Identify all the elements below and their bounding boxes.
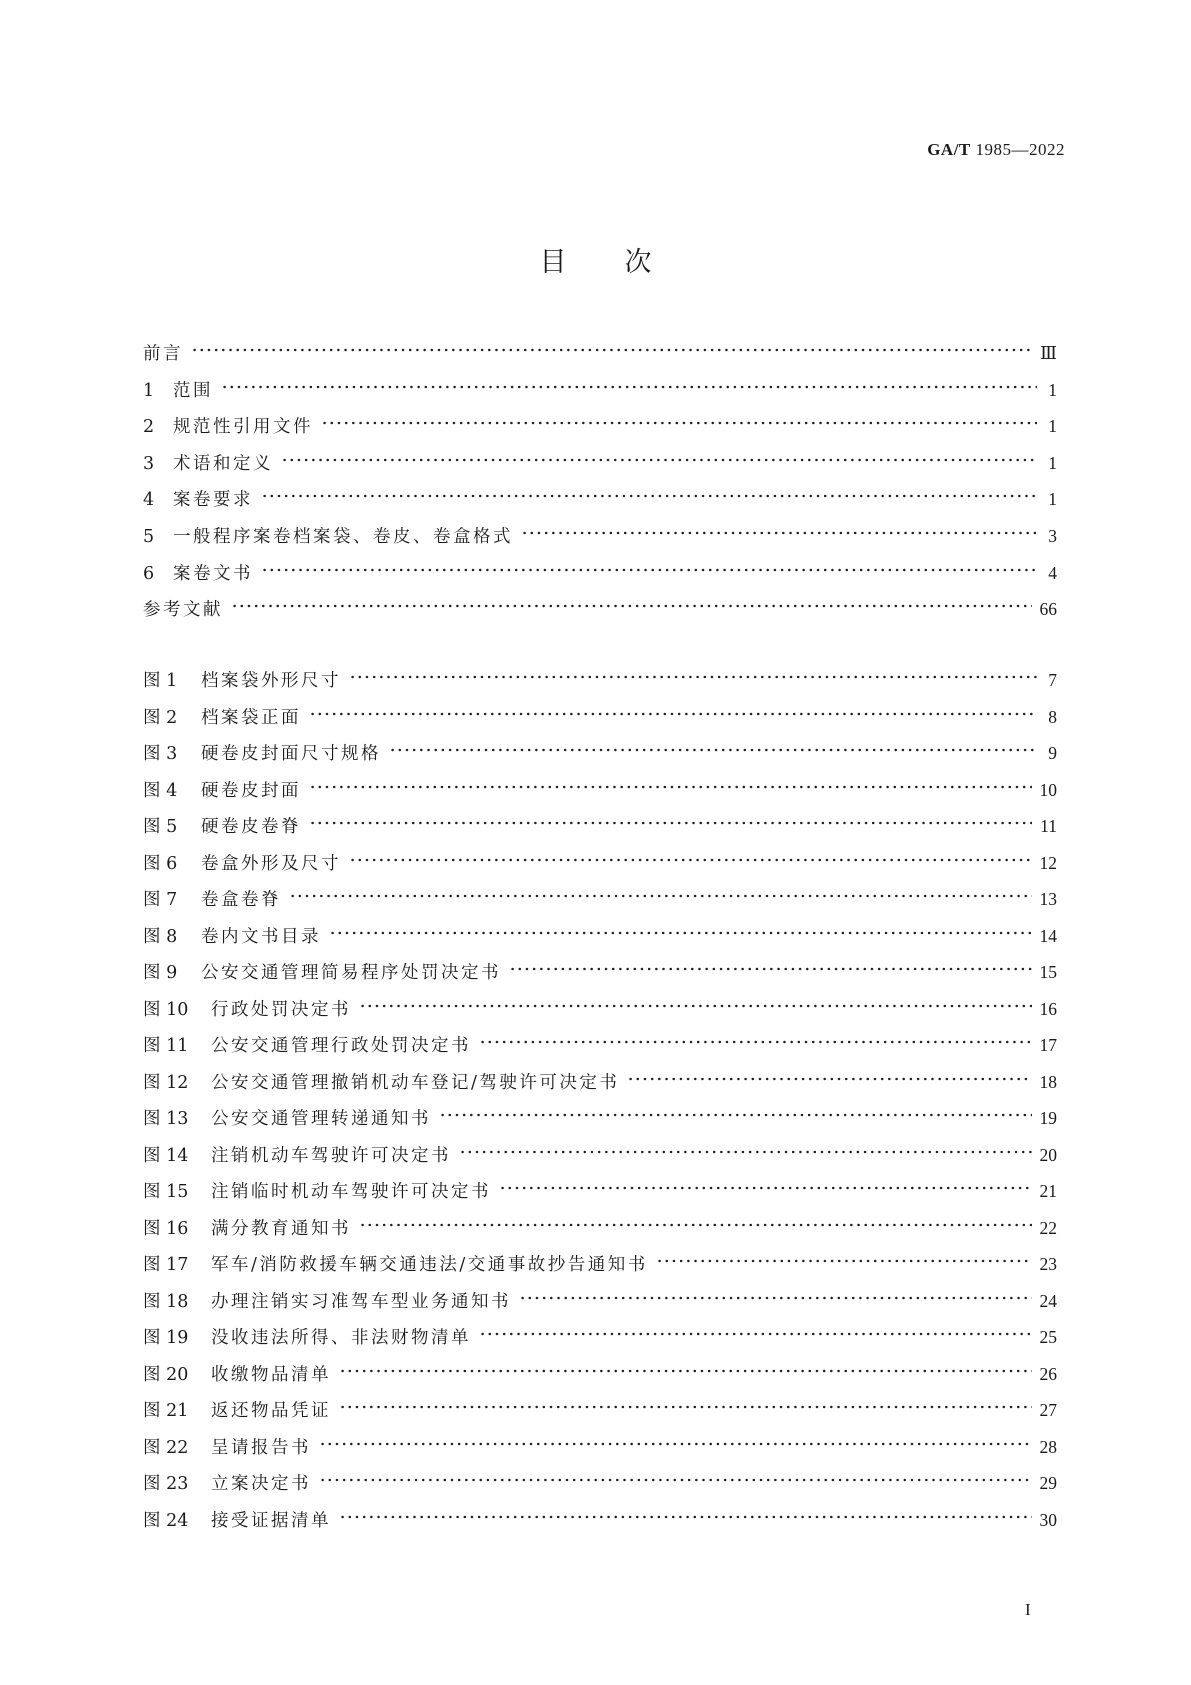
figure-number: 图 4 [143, 780, 178, 801]
dot-leader [359, 1001, 1032, 1011]
dot-leader [479, 1037, 1032, 1047]
dot-leader [519, 1293, 1032, 1303]
figure-number: 图 2 [143, 707, 178, 728]
dot-leader [339, 1402, 1032, 1412]
figure-number: 图 11 [143, 1036, 189, 1056]
toc-figure-entry[interactable] [143, 1324, 1057, 1361]
entry-page-number: 21 [1039, 1181, 1057, 1201]
figure-number: 图 14 [143, 1145, 189, 1166]
entry-page-number: 11 [1040, 816, 1057, 836]
toc-figure-entry[interactable] [143, 1470, 1057, 1507]
entry-page-number: Ⅲ [1040, 343, 1057, 363]
figure-number: 图 1 [143, 671, 178, 691]
figure-number: 图 16 [143, 1218, 189, 1239]
toc-figure-entry[interactable] [143, 1105, 1057, 1142]
entry-label: 一般程序案卷档案袋、卷皮、卷盒格式 [173, 526, 513, 547]
figure-number: 图 3 [143, 744, 178, 764]
entry-page-number: 1 [1048, 452, 1057, 473]
figure-number: 图 13 [143, 1109, 189, 1129]
figure-number: 图 7 [143, 890, 178, 910]
dot-leader [309, 818, 1032, 828]
toc-figure-entry[interactable] [143, 1251, 1057, 1288]
dot-leader [459, 1147, 1032, 1157]
section-number: 2 [143, 417, 155, 438]
toc-entry[interactable] [143, 596, 1057, 633]
dot-leader [499, 1183, 1032, 1193]
entry-page-number: 18 [1039, 1071, 1057, 1092]
entry-label: 案卷要求 [173, 490, 253, 511]
toc-figure-entry[interactable] [143, 667, 1057, 704]
dot-leader [509, 964, 1032, 974]
dot-leader [191, 345, 1032, 355]
toc-entry[interactable] [143, 377, 1057, 414]
toc-figure-entry[interactable] [143, 1397, 1057, 1434]
entry-page-number: 30 [1039, 1509, 1057, 1530]
section-number: 3 [143, 453, 155, 474]
dot-leader [627, 1074, 1031, 1084]
entry-label: 注销机动车驾驶许可决定书 [211, 1145, 451, 1166]
dot-leader [261, 565, 1037, 575]
entry-page-number: 10 [1039, 779, 1057, 800]
entry-page-number: 28 [1039, 1436, 1057, 1457]
section-number: 4 [143, 490, 155, 511]
entry-page-number: 19 [1039, 1108, 1057, 1128]
entry-page-number: 29 [1039, 1473, 1057, 1493]
entry-page-number: 9 [1048, 743, 1057, 763]
entry-page-number: 4 [1048, 562, 1057, 583]
dot-leader [281, 455, 1037, 465]
entry-label: 军车/消防救援车辆交通违法/交通事故抄告通知书 [211, 1255, 648, 1275]
dot-leader [349, 672, 1037, 682]
toc-figure-list [143, 667, 1057, 1543]
dot-leader [521, 528, 1037, 538]
dot-leader [389, 745, 1037, 755]
toc-figure-entry[interactable] [143, 886, 1057, 923]
toc-figure-entry[interactable] [143, 813, 1057, 850]
toc-figure-entry[interactable] [143, 1361, 1057, 1398]
toc-entry[interactable] [143, 340, 1057, 377]
entry-label: 规范性引用文件 [173, 417, 313, 438]
toc-entry[interactable] [143, 560, 1057, 597]
dot-leader [319, 1475, 1032, 1485]
entry-label: 返还物品凭证 [211, 1401, 331, 1421]
page-title: 目次 [539, 247, 710, 278]
entry-page-number: 13 [1039, 889, 1057, 909]
figure-number: 图 8 [143, 926, 178, 947]
dot-leader [339, 1512, 1032, 1522]
entry-label: 行政处罚决定书 [211, 999, 351, 1020]
entry-label: 硬卷皮封面 [201, 780, 301, 801]
entry-label: 前言 [143, 344, 183, 364]
entry-page-number: 1 [1048, 416, 1057, 437]
toc-entry[interactable] [143, 413, 1057, 450]
toc-figure-entry[interactable] [143, 1434, 1057, 1471]
entry-label: 范围 [173, 380, 213, 401]
dot-leader [221, 382, 1037, 392]
toc-figure-entry[interactable] [143, 1178, 1057, 1215]
dot-leader [231, 601, 1032, 611]
toc-entry[interactable] [143, 450, 1057, 487]
toc-figure-entry[interactable] [143, 923, 1057, 960]
entry-page-number: 23 [1039, 1254, 1057, 1274]
figure-number: 图 10 [143, 999, 189, 1020]
entry-label: 办理注销实习准驾车型业务通知书 [211, 1291, 511, 1312]
figure-number: 图 23 [143, 1474, 189, 1494]
entry-label: 没收违法所得、非法财物清单 [211, 1328, 471, 1348]
entry-page-number: 16 [1039, 998, 1057, 1019]
toc-figure-entry[interactable] [143, 959, 1057, 996]
entry-page-number: 3 [1048, 525, 1057, 546]
entry-label: 公安交通管理行政处罚决定书 [211, 1036, 471, 1056]
entry-label: 参考文献 [143, 600, 223, 621]
entry-label: 卷盒卷脊 [201, 890, 281, 910]
dot-leader [479, 1329, 1032, 1339]
section-number: 1 [143, 380, 155, 401]
figure-number: 图 15 [143, 1182, 189, 1202]
entry-label: 术语和定义 [173, 453, 273, 474]
dot-leader [329, 928, 1032, 938]
toc-figure-entry[interactable] [143, 1069, 1057, 1106]
entry-page-number: 26 [1039, 1363, 1057, 1384]
figure-number: 图 5 [143, 817, 178, 837]
entry-page-number: 17 [1039, 1035, 1057, 1055]
entry-page-number: 22 [1039, 1217, 1057, 1238]
entry-page-number: 7 [1048, 670, 1057, 690]
entry-label: 硬卷皮卷脊 [201, 817, 301, 837]
figure-number: 图 18 [143, 1291, 189, 1312]
entry-label: 档案袋外形尺寸 [201, 671, 341, 691]
toc-figure-entry[interactable] [143, 1142, 1057, 1179]
figure-number: 图 22 [143, 1437, 189, 1458]
section-number: 6 [143, 563, 155, 584]
dot-leader [319, 1439, 1032, 1449]
toc-main-list [143, 340, 1057, 633]
section-number: 5 [143, 526, 155, 547]
figure-number: 图 17 [143, 1255, 189, 1275]
dot-leader [309, 709, 1037, 719]
dot-leader [261, 491, 1037, 501]
figure-number: 图 6 [143, 853, 178, 874]
entry-label: 案卷文书 [173, 563, 253, 584]
entry-page-number: 15 [1039, 962, 1057, 982]
figure-number: 图 19 [143, 1328, 189, 1348]
entry-label: 卷盒外形及尺寸 [201, 853, 341, 874]
entry-page-number: 27 [1039, 1400, 1057, 1420]
figure-number: 图 20 [143, 1364, 189, 1385]
figure-number: 图 21 [143, 1401, 189, 1421]
entry-page-number: 20 [1039, 1144, 1057, 1165]
entry-page-number: 25 [1039, 1327, 1057, 1347]
entry-label: 硬卷皮封面尺寸规格 [201, 744, 381, 764]
entry-label: 立案决定书 [211, 1474, 311, 1494]
entry-label: 收缴物品清单 [211, 1364, 331, 1385]
toc-figure-entry[interactable] [143, 850, 1057, 887]
entry-label: 接受证据清单 [211, 1510, 331, 1531]
toc-figure-entry[interactable] [143, 1288, 1057, 1325]
toc-figure-entry[interactable] [143, 996, 1057, 1033]
toc-figure-entry[interactable] [143, 1032, 1057, 1069]
figure-number: 图 24 [143, 1510, 189, 1531]
entry-label: 注销临时机动车驾驶许可决定书 [211, 1182, 491, 1202]
toc-figure-entry[interactable] [143, 1215, 1057, 1252]
entry-page-number: 66 [1039, 599, 1057, 620]
entry-page-number: 1 [1048, 379, 1057, 400]
entry-label: 呈请报告书 [211, 1437, 311, 1458]
dot-leader [321, 418, 1037, 428]
footer-page-number: I [1025, 1600, 1031, 1619]
dot-leader [349, 855, 1032, 865]
dot-leader [289, 891, 1032, 901]
entry-label: 满分教育通知书 [211, 1218, 351, 1239]
toc-figure-entry[interactable] [143, 704, 1057, 741]
dot-leader [309, 782, 1032, 792]
dot-leader [339, 1366, 1032, 1376]
toc-entry[interactable] [143, 523, 1057, 560]
toc-figure-entry[interactable] [143, 740, 1057, 777]
entry-label: 公安交通管理简易程序处罚决定书 [201, 963, 501, 983]
dot-leader [439, 1110, 1032, 1120]
entry-page-number: 1 [1048, 489, 1057, 510]
entry-page-number: 14 [1039, 925, 1057, 946]
toc-figure-entry[interactable] [143, 777, 1057, 814]
toc-entry[interactable] [143, 486, 1057, 523]
entry-label: 公安交通管理撤销机动车登记/驾驶许可决定书 [211, 1072, 620, 1093]
dot-leader [359, 1220, 1032, 1230]
entry-label: 公安交通管理转递通知书 [211, 1109, 431, 1129]
figure-number: 图 12 [143, 1072, 189, 1093]
entry-page-number: 24 [1039, 1290, 1057, 1311]
standard-prefix: GA/T [927, 140, 971, 159]
toc-figure-entry[interactable] [143, 1507, 1057, 1544]
standard-number: 1985—2022 [975, 140, 1065, 159]
dot-leader [656, 1256, 1032, 1266]
figure-number: 图 9 [143, 963, 178, 983]
entry-label: 档案袋正面 [201, 707, 301, 728]
entry-page-number: 12 [1039, 852, 1057, 873]
entry-page-number: 8 [1048, 706, 1057, 727]
standard-code [927, 140, 1065, 160]
entry-label: 卷内文书目录 [201, 926, 321, 947]
